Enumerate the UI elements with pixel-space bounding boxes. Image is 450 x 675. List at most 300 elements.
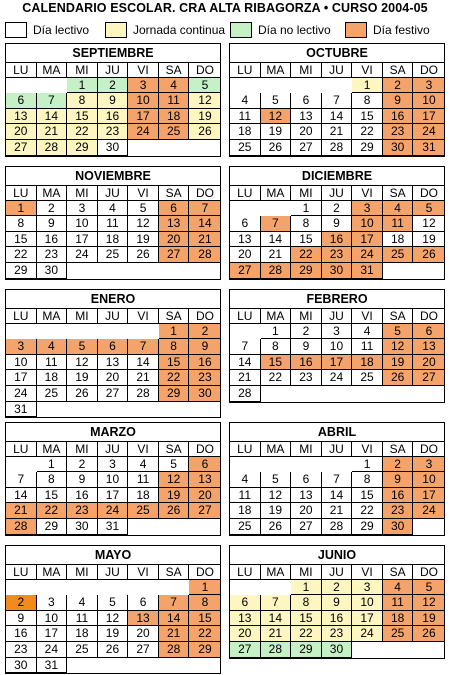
day-cell: 20 <box>291 503 322 519</box>
day-cell: 18 <box>98 232 129 248</box>
day-cell: 14 <box>322 488 353 504</box>
day-cell: 3 <box>413 457 444 473</box>
weekday-header: MA <box>37 185 68 201</box>
weekday-header: VI <box>352 185 383 201</box>
weekday-header: DO <box>413 564 444 580</box>
day-cell: 25 <box>159 124 190 140</box>
day-cell: 28 <box>322 140 353 156</box>
day-cell: 21 <box>159 626 190 642</box>
day-cell: 11 <box>383 216 414 232</box>
day-cell: 6 <box>291 472 322 488</box>
day-cell: 17 <box>413 109 444 125</box>
day-cell: 5 <box>383 324 414 340</box>
day-cell: 16 <box>322 611 353 627</box>
weekday-header: DO <box>413 62 444 78</box>
day-cell: 13 <box>230 232 261 248</box>
weekday-header: LU <box>230 185 261 201</box>
weekday-header: DO <box>189 308 220 324</box>
weekday-header: VI <box>128 564 159 580</box>
day-cell: 30 <box>98 140 129 156</box>
day-cell: 27 <box>98 386 129 402</box>
month-title: OCTUBRE <box>306 46 368 60</box>
day-cell: 1 <box>6 201 37 217</box>
day-cell: 22 <box>6 247 37 263</box>
day-cell: 14 <box>189 216 220 232</box>
day-cell: 11 <box>37 355 68 371</box>
day-cell: 20 <box>98 370 129 386</box>
day-cell: 6 <box>230 595 261 611</box>
day-cell: 8 <box>159 339 190 355</box>
day-cell: 16 <box>189 355 220 371</box>
day-cell: 14 <box>322 109 353 125</box>
day-cell: 8 <box>189 595 220 611</box>
day-cell: 16 <box>291 355 322 371</box>
day-cell: 18 <box>159 109 190 125</box>
day-cell: 15 <box>189 611 220 627</box>
day-cell: 13 <box>98 355 129 371</box>
day-cell: 18 <box>230 503 261 519</box>
day-cell: 6 <box>98 339 129 355</box>
day-cell: 2 <box>383 457 414 473</box>
day-cell: 2 <box>383 78 414 94</box>
day-cell: 17 <box>352 232 383 248</box>
day-cell: 22 <box>37 503 68 519</box>
weekday-header: LU <box>6 62 37 78</box>
day-cell: 5 <box>159 457 190 473</box>
day-cell: 22 <box>352 503 383 519</box>
day-cell: 24 <box>413 124 444 140</box>
legend-label: Día festivo <box>373 23 430 37</box>
month-diciembre <box>229 166 445 280</box>
day-cell: 2 <box>291 324 322 340</box>
day-cell: 18 <box>37 370 68 386</box>
day-cell: 9 <box>37 216 68 232</box>
day-cell: 21 <box>261 247 292 263</box>
day-cell: 27 <box>189 503 220 519</box>
day-cell: 25 <box>128 503 159 519</box>
day-cell: 7 <box>6 472 37 488</box>
weekday-header: JU <box>322 62 353 78</box>
day-cell: 8 <box>261 339 292 355</box>
day-cell: 12 <box>413 216 444 232</box>
weekday-header: MA <box>261 185 292 201</box>
weekday-header: JU <box>322 441 353 457</box>
day-cell: 22 <box>67 124 98 140</box>
day-cell: 22 <box>261 370 292 386</box>
day-cell: 5 <box>261 93 292 109</box>
day-cell: 2 <box>37 201 68 217</box>
day-cell: 6 <box>189 457 220 473</box>
day-cell: 15 <box>352 488 383 504</box>
day-cell: 15 <box>37 488 68 504</box>
day-cell: 27 <box>128 642 159 658</box>
weekday-header: MI <box>67 308 98 324</box>
day-cell: 3 <box>6 339 37 355</box>
day-cell: 28 <box>261 263 292 279</box>
weekday-header: VI <box>128 308 159 324</box>
legend-label: Día lectivo <box>33 23 90 37</box>
day-cell: 17 <box>67 232 98 248</box>
day-cell: 16 <box>37 232 68 248</box>
day-cell: 4 <box>352 324 383 340</box>
day-cell: 11 <box>67 611 98 627</box>
day-cell: 21 <box>322 124 353 140</box>
day-cell: 18 <box>128 488 159 504</box>
day-cell: 12 <box>413 595 444 611</box>
month-title: ABRIL <box>317 425 357 439</box>
day-cell: 10 <box>6 355 37 371</box>
day-cell: 20 <box>189 488 220 504</box>
day-cell: 11 <box>230 109 261 125</box>
weekday-header: VI <box>128 441 159 457</box>
day-cell: 3 <box>322 324 353 340</box>
day-cell: 21 <box>261 626 292 642</box>
day-cell: 4 <box>230 472 261 488</box>
legend-swatch <box>105 22 127 38</box>
day-cell: 7 <box>261 595 292 611</box>
day-cell: 20 <box>230 247 261 263</box>
weekday-header: MI <box>291 308 322 324</box>
day-cell: 29 <box>6 263 37 279</box>
day-cell: 30 <box>322 642 353 658</box>
weekday-header: MI <box>291 185 322 201</box>
day-cell: 13 <box>413 339 444 355</box>
day-cell: 4 <box>98 201 129 217</box>
day-cell: 15 <box>291 611 322 627</box>
day-cell: 28 <box>322 519 353 535</box>
day-cell: 8 <box>352 93 383 109</box>
month-mayo <box>5 545 221 674</box>
weekday-header: LU <box>6 185 37 201</box>
day-cell: 24 <box>37 642 68 658</box>
day-cell: 28 <box>6 519 37 535</box>
weekday-header: SA <box>383 564 414 580</box>
weekday-header: SA <box>159 441 190 457</box>
weekday-header: VI <box>128 185 159 201</box>
day-cell: 10 <box>37 611 68 627</box>
month-title: NOVIEMBRE <box>75 169 151 183</box>
month-title: SEPTIEMBRE <box>72 46 154 60</box>
weekday-header: SA <box>383 441 414 457</box>
day-cell: 17 <box>352 611 383 627</box>
day-cell: 2 <box>6 595 37 611</box>
day-cell: 4 <box>67 595 98 611</box>
day-cell: 10 <box>352 216 383 232</box>
day-cell: 14 <box>261 232 292 248</box>
weekday-header: MI <box>67 564 98 580</box>
day-cell: 14 <box>230 355 261 371</box>
day-cell: 5 <box>189 78 220 94</box>
day-cell: 25 <box>230 519 261 535</box>
day-cell: 17 <box>322 355 353 371</box>
day-cell: 29 <box>352 519 383 535</box>
day-cell: 26 <box>159 503 190 519</box>
day-cell: 5 <box>413 580 444 596</box>
month-febrero <box>229 289 445 403</box>
day-cell: 27 <box>159 247 190 263</box>
day-cell: 25 <box>352 370 383 386</box>
day-cell: 8 <box>6 216 37 232</box>
day-cell: 22 <box>189 626 220 642</box>
weekday-header: LU <box>230 62 261 78</box>
day-cell: 24 <box>322 370 353 386</box>
day-cell: 29 <box>67 140 98 156</box>
day-cell: 15 <box>67 109 98 125</box>
month-octubre <box>229 43 445 157</box>
day-cell: 6 <box>128 595 159 611</box>
day-cell: 4 <box>383 580 414 596</box>
day-cell: 20 <box>413 355 444 371</box>
day-cell: 26 <box>261 519 292 535</box>
day-cell: 1 <box>352 78 383 94</box>
day-cell: 26 <box>128 247 159 263</box>
weekday-header: MA <box>37 62 68 78</box>
weekday-header: JU <box>98 564 129 580</box>
day-cell: 23 <box>322 626 353 642</box>
day-cell: 9 <box>6 611 37 627</box>
day-cell: 21 <box>322 503 353 519</box>
day-cell: 18 <box>383 232 414 248</box>
day-cell: 6 <box>413 324 444 340</box>
day-cell: 14 <box>261 611 292 627</box>
weekday-header: VI <box>128 62 159 78</box>
day-cell: 23 <box>37 247 68 263</box>
day-cell: 5 <box>128 201 159 217</box>
day-cell: 1 <box>189 580 220 596</box>
day-cell: 28 <box>128 386 159 402</box>
weekday-header: DO <box>413 441 444 457</box>
day-cell: 7 <box>128 339 159 355</box>
weekday-header: MA <box>37 308 68 324</box>
day-cell: 23 <box>322 247 353 263</box>
weekday-header: MI <box>67 62 98 78</box>
day-cell: 28 <box>37 140 68 156</box>
day-cell: 28 <box>230 386 261 402</box>
day-cell: 3 <box>98 457 129 473</box>
day-cell: 11 <box>128 472 159 488</box>
day-cell: 10 <box>128 93 159 109</box>
legend-label: Jornada continua <box>133 23 226 37</box>
day-cell: 9 <box>322 216 353 232</box>
day-cell: 25 <box>383 247 414 263</box>
day-cell: 12 <box>189 93 220 109</box>
day-cell: 30 <box>383 519 414 535</box>
month-title: MAYO <box>94 548 132 562</box>
day-cell: 11 <box>98 216 129 232</box>
day-cell: 26 <box>413 626 444 642</box>
month-title: ENERO <box>90 292 136 306</box>
weekday-header: VI <box>352 308 383 324</box>
day-cell: 13 <box>291 488 322 504</box>
day-cell: 1 <box>291 580 322 596</box>
day-cell: 12 <box>159 472 190 488</box>
day-cell: 28 <box>159 642 190 658</box>
day-cell: 31 <box>37 658 68 674</box>
day-cell: 30 <box>189 386 220 402</box>
day-cell: 20 <box>6 124 37 140</box>
day-cell: 13 <box>6 109 37 125</box>
day-cell: 2 <box>67 457 98 473</box>
day-cell: 19 <box>159 488 190 504</box>
day-cell: 9 <box>67 472 98 488</box>
day-cell: 18 <box>67 626 98 642</box>
day-cell: 11 <box>383 595 414 611</box>
weekday-header: DO <box>413 308 444 324</box>
day-cell: 19 <box>98 626 129 642</box>
day-cell: 11 <box>159 93 190 109</box>
weekday-header: MI <box>291 62 322 78</box>
day-cell: 15 <box>261 355 292 371</box>
day-cell: 16 <box>6 626 37 642</box>
day-cell: 23 <box>383 503 414 519</box>
day-cell: 29 <box>189 642 220 658</box>
month-title: MARZO <box>90 425 136 439</box>
day-cell: 15 <box>291 232 322 248</box>
legend <box>5 20 445 42</box>
day-cell: 15 <box>159 355 190 371</box>
weekday-header: DO <box>189 185 220 201</box>
weekday-header: DO <box>189 62 220 78</box>
weekday-header: DO <box>413 185 444 201</box>
day-cell: 8 <box>291 595 322 611</box>
day-cell: 27 <box>291 519 322 535</box>
day-cell: 10 <box>98 472 129 488</box>
day-cell: 1 <box>67 78 98 94</box>
day-cell: 12 <box>261 109 292 125</box>
day-cell: 16 <box>67 488 98 504</box>
day-cell: 13 <box>159 216 190 232</box>
day-cell: 2 <box>322 580 353 596</box>
day-cell: 16 <box>98 109 129 125</box>
weekday-header: MA <box>37 564 68 580</box>
day-cell: 8 <box>352 472 383 488</box>
day-cell: 10 <box>352 595 383 611</box>
day-cell: 5 <box>413 201 444 217</box>
day-cell: 25 <box>37 386 68 402</box>
day-cell: 11 <box>230 488 261 504</box>
day-cell: 8 <box>67 93 98 109</box>
day-cell: 25 <box>67 642 98 658</box>
day-cell: 24 <box>67 247 98 263</box>
day-cell: 23 <box>98 124 129 140</box>
day-cell: 25 <box>383 626 414 642</box>
day-cell: 18 <box>383 611 414 627</box>
day-cell: 15 <box>6 232 37 248</box>
day-cell: 14 <box>6 488 37 504</box>
day-cell: 3 <box>37 595 68 611</box>
day-cell: 14 <box>128 355 159 371</box>
day-cell: 9 <box>322 595 353 611</box>
weekday-header: SA <box>159 564 190 580</box>
day-cell: 9 <box>98 93 129 109</box>
day-cell: 19 <box>261 503 292 519</box>
month-septiembre <box>5 43 221 157</box>
day-cell: 8 <box>37 472 68 488</box>
day-cell: 9 <box>383 93 414 109</box>
day-cell: 6 <box>6 93 37 109</box>
day-cell: 26 <box>67 386 98 402</box>
month-abril <box>229 422 445 536</box>
day-cell: 16 <box>322 232 353 248</box>
month-title: JUNIO <box>317 548 357 562</box>
day-cell: 7 <box>322 93 353 109</box>
day-cell: 13 <box>128 611 159 627</box>
day-cell: 3 <box>352 580 383 596</box>
day-cell: 14 <box>37 109 68 125</box>
day-cell: 20 <box>159 232 190 248</box>
day-cell: 23 <box>67 503 98 519</box>
day-cell: 24 <box>98 503 129 519</box>
day-cell: 4 <box>159 78 190 94</box>
day-cell: 21 <box>6 503 37 519</box>
day-cell: 17 <box>413 488 444 504</box>
day-cell: 22 <box>352 124 383 140</box>
day-cell: 1 <box>352 457 383 473</box>
weekday-header: MI <box>291 441 322 457</box>
day-cell: 10 <box>413 93 444 109</box>
weekday-header: SA <box>383 185 414 201</box>
day-cell: 26 <box>98 642 129 658</box>
day-cell: 29 <box>159 386 190 402</box>
day-cell: 26 <box>383 370 414 386</box>
weekday-header: MA <box>261 308 292 324</box>
month-title: DICIEMBRE <box>301 169 373 183</box>
day-cell: 13 <box>291 109 322 125</box>
day-cell: 10 <box>67 216 98 232</box>
day-cell: 12 <box>98 611 129 627</box>
day-cell: 19 <box>67 370 98 386</box>
weekday-header: LU <box>230 441 261 457</box>
day-cell: 21 <box>189 232 220 248</box>
day-cell: 9 <box>383 472 414 488</box>
day-cell: 24 <box>6 386 37 402</box>
legend-swatch <box>345 22 367 38</box>
day-cell: 19 <box>128 232 159 248</box>
weekday-header: JU <box>98 308 129 324</box>
day-cell: 1 <box>291 201 322 217</box>
month-noviembre <box>5 166 221 280</box>
day-cell: 26 <box>261 140 292 156</box>
weekday-header: VI <box>352 564 383 580</box>
legend-swatch <box>230 22 252 38</box>
day-cell: 7 <box>322 472 353 488</box>
day-cell: 20 <box>230 626 261 642</box>
day-cell: 30 <box>37 263 68 279</box>
day-cell: 4 <box>128 457 159 473</box>
day-cell: 11 <box>352 339 383 355</box>
day-cell: 24 <box>128 124 159 140</box>
day-cell: 1 <box>159 324 190 340</box>
day-cell: 22 <box>291 247 322 263</box>
day-cell: 3 <box>67 201 98 217</box>
weekday-header: SA <box>383 62 414 78</box>
day-cell: 4 <box>383 201 414 217</box>
day-cell: 3 <box>352 201 383 217</box>
weekday-header: DO <box>189 441 220 457</box>
day-cell: 13 <box>189 472 220 488</box>
day-cell: 3 <box>128 78 159 94</box>
day-cell: 10 <box>413 472 444 488</box>
day-cell: 29 <box>352 140 383 156</box>
day-cell: 27 <box>230 642 261 658</box>
weekday-header: LU <box>6 564 37 580</box>
weekday-header: VI <box>352 441 383 457</box>
day-cell: 5 <box>261 472 292 488</box>
day-cell: 12 <box>383 339 414 355</box>
month-junio <box>229 545 445 659</box>
day-cell: 1 <box>37 457 68 473</box>
day-cell: 27 <box>230 263 261 279</box>
